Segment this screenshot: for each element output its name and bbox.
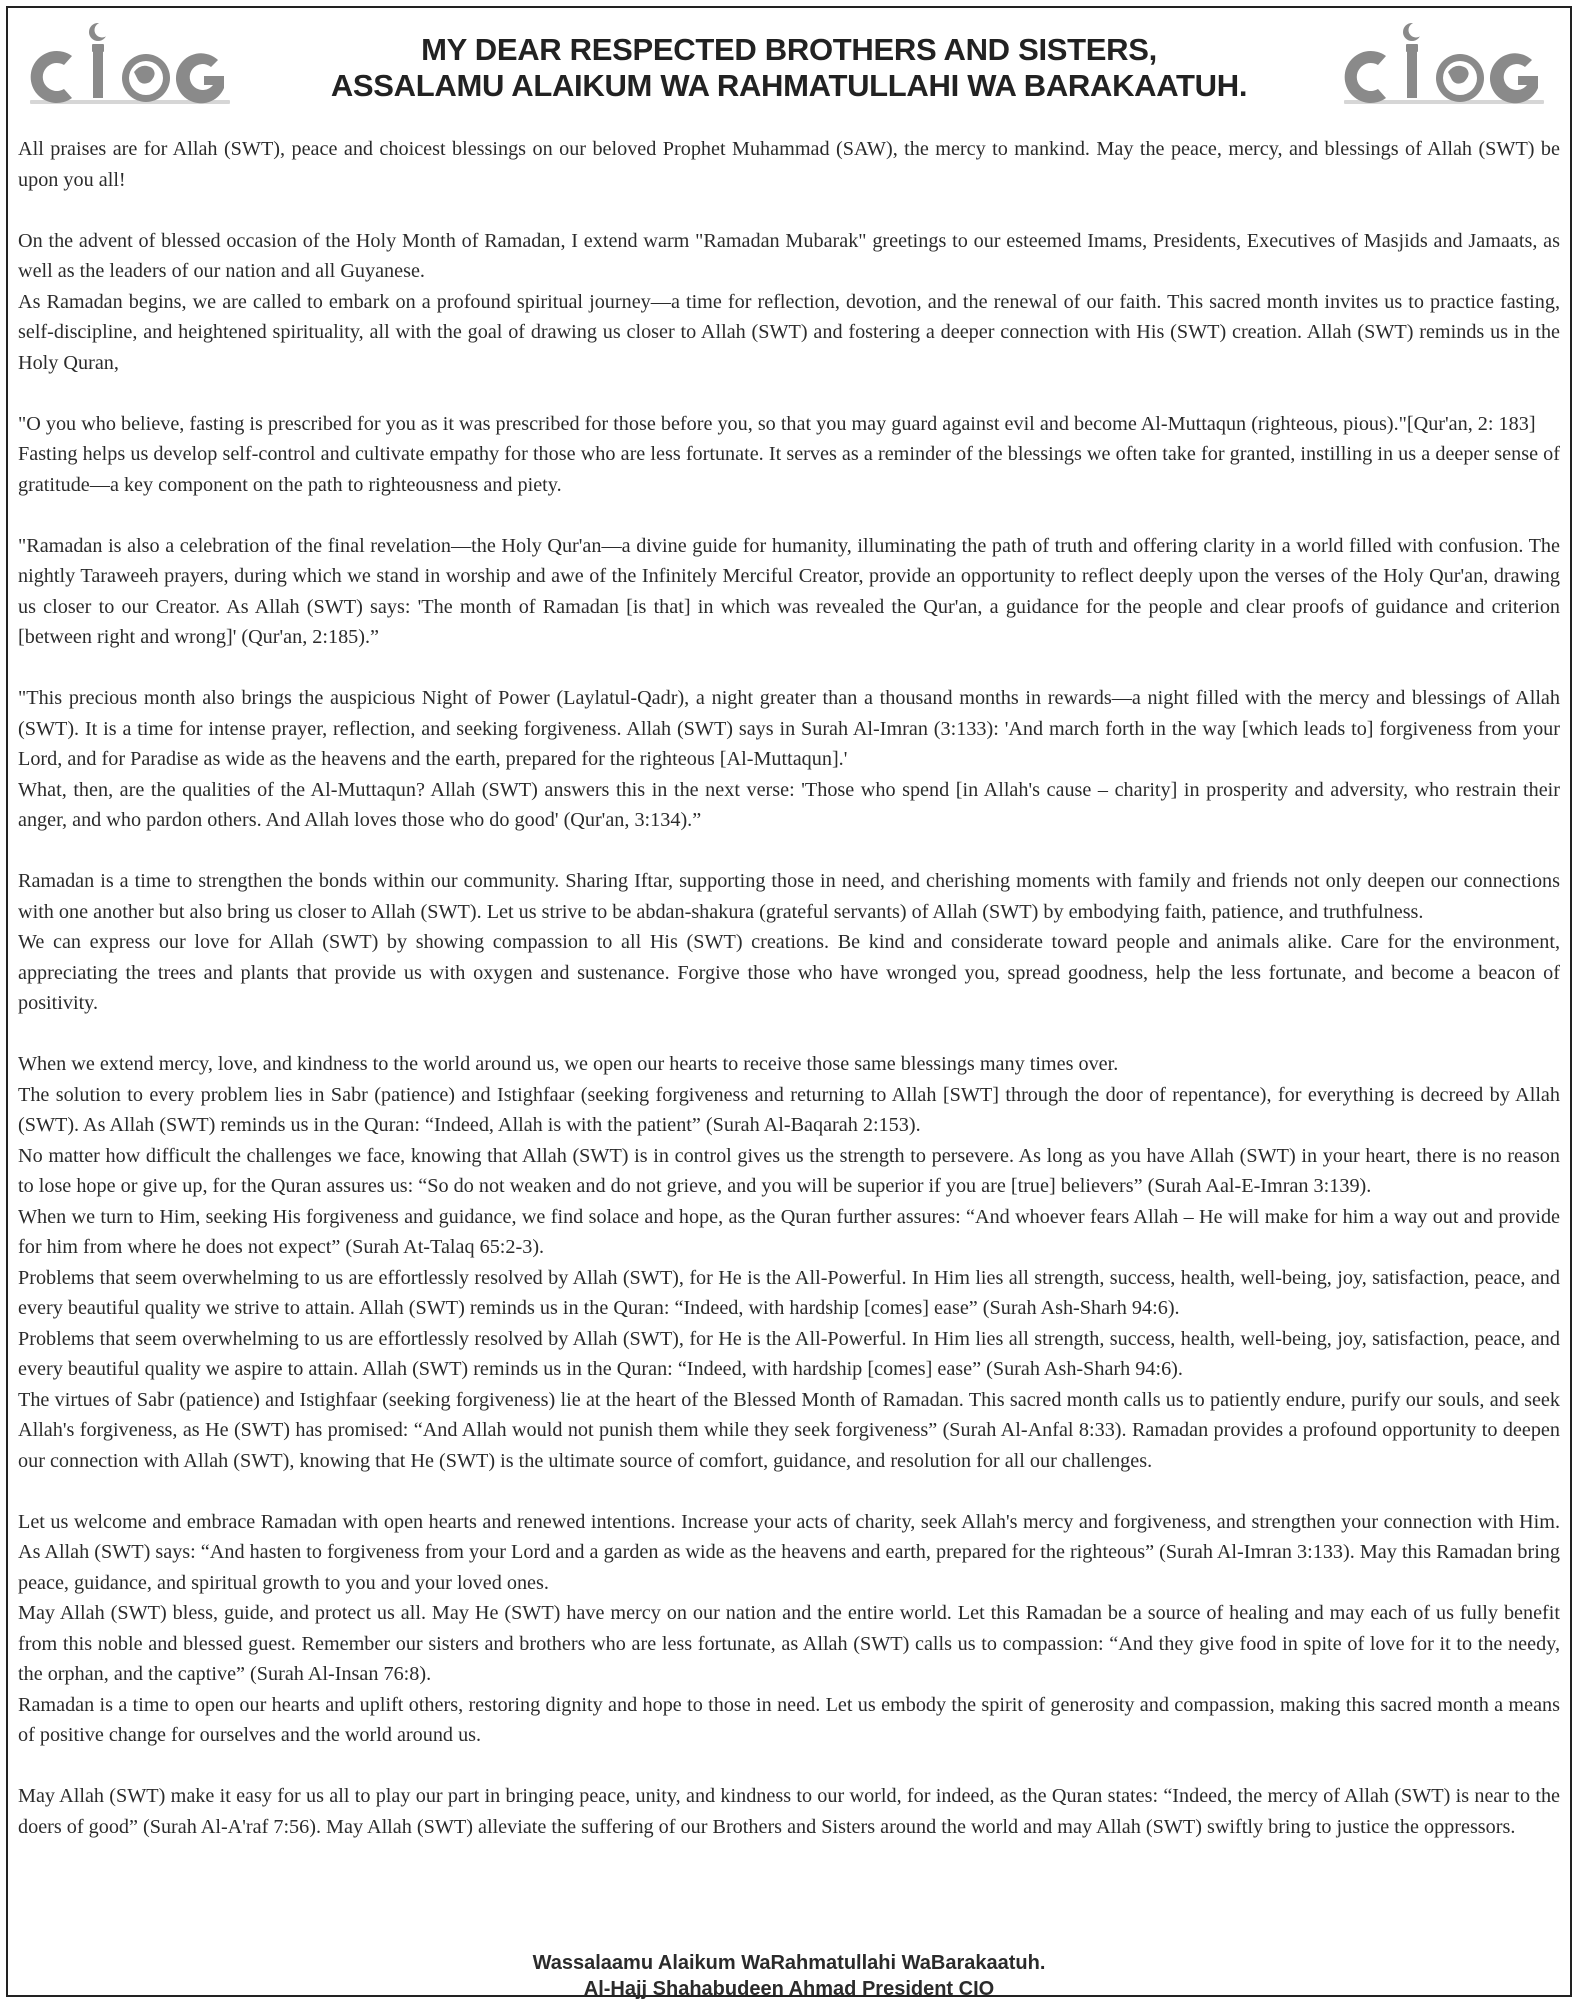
- letter-heading: [268, 32, 1310, 104]
- paragraph: Fasting helps us develop self-control and cultivate empathy for those who are less fortunate. It serves as a reminder of the blessings we often take for granted, instilling in us a deeper sense of gratitude—a key component on the path to righteousness and piety.: [18, 443, 1560, 496]
- paragraph: On the advent of blessed occasion of the Holy Month of Ramadan, I extend warm "Ramadan Mubarak" greetings to our esteemed Imams, Presidents, Executives of Masjids and Jamaats, as well as the leaders of our nation and all Guyanese.: [18, 229, 1560, 282]
- letter-page: [6, 6, 1572, 2000]
- paragraph-gap: [18, 1019, 1560, 1050]
- paragraph: All praises are for Allah (SWT), peace and choicest blessings on our beloved Prophet Muhammad (SAW), the mercy to mankind. May the peace, mercy, and blessings of Allah (SWT) be upon you all!: [18, 138, 1560, 191]
- ciog-logo-left: [22, 16, 242, 116]
- paragraph: We can express our love for Allah (SWT) by showing compassion to all His (SWT) creations. Be kind and considerate toward people and animals alike. Care for the environment, appreciating the trees and plants that provide us with oxygen and sustenance. Forgive those who have wronged you, spread goodness, help the less fortunate, and become a beacon of positivity.: [18, 931, 1560, 1014]
- paragraph-gap: [18, 378, 1560, 409]
- paragraph: May Allah (SWT) make it easy for us all to play our part in bringing peace, unity, and kindness to our world, for indeed, as the Quran states: “Indeed, the mercy of Allah (SWT) is near to the doers of good” (Surah Al-A'raf 7:56). May Allah (SWT) alleviate the suffering of our Brothers and Sisters around the world and may Allah (SWT) swiftly bring to justice the oppressors.: [18, 1785, 1560, 1838]
- paragraph: The virtues of Sabr (patience) and Istighfaar (seeking forgiveness) lie at the heart of the Blessed Month of Ramadan. This sacred month calls us to patiently endure, purify our souls, and seek Allah's forgiveness, as He (SWT) has promised: “And Allah would not punish them while they seek forgiveness” (Surah Al-Anfal 8:33). Ramadan provides a profound opportunity to deepen our connection with Allah (SWT), knowing that He (SWT) is the ultimate source of comfort, guidance, and resolution for all our challenges.: [18, 1388, 1560, 1472]
- closing-greeting: Wassalaamu Alaikum WaRahmatullahi WaBarakaatuh.: [532, 1952, 1046, 1974]
- paragraph: Ramadan is a time to strengthen the bonds within our community. Sharing Iftar, supporting those in need, and cherishing moments with family and friends not only deepen our connections with one another but also bring us closer to Allah (SWT). Let us strive to be abdan-shakura (grateful servants) of Allah (SWT) by embodying faith, patience, and truthfulness.: [18, 870, 1560, 923]
- ciog-logo-right: [1336, 16, 1556, 116]
- paragraph: When we extend mercy, love, and kindness to the world around us, we open our hearts to receive those same blessings many times over.: [18, 1053, 1119, 1075]
- paragraph-gap: [18, 1476, 1560, 1507]
- paragraph: May Allah (SWT) bless, guide, and protect us all. May He (SWT) have mercy on our nation and the entire world. Let this Ramadan be a source of healing and may each of us fully benefit from this noble and blessed guest. Remember our sisters and brothers who are less fortunate, as Allah (SWT) calls us to compassion: “And they give food in spite of love for it to the needy, the orphan, and the captive” (Surah Al-Insan 76:8).: [18, 1602, 1560, 1685]
- signatory-name: Al-Hajj Shahabudeen Ahmad President CIO: [583, 1978, 995, 2000]
- letter-header: [8, 8, 1570, 128]
- heading-line-1: MY DEAR RESPECTED BROTHERS AND SISTERS,: [421, 32, 1157, 67]
- paragraph: "Ramadan is also a celebration of the final revelation—the Holy Qur'an—a divine guide for humanity, illuminating the path of truth and offering clarity in a world filled with confusion. The nightly Taraweeh prayers, during which we stand in worship and awe of the Infinitely Merciful Creator, provide an opportunity to reflect deeply upon the verses of the Holy Qur'an, drawing us closer to our Creator. As Allah (SWT) says: 'The month of Ramadan [is that] in which was revealed the Qur'an, a guidance for the people and clear proofs of guidance and criterion [between right and wrong]' (Qur'an, 2:185).”: [18, 534, 1560, 648]
- paragraph-gap: [18, 1751, 1560, 1782]
- letter-body: [18, 134, 1560, 1842]
- paragraph: As Ramadan begins, we are called to embark on a profound spiritual journey—a time for reflection, devotion, and the renewal of our faith. This sacred month invites us to practice fasting, self-discipline, and heightened spirituality, all with the goal of drawing us closer to Allah (SWT) and fostering a deeper connection with His (SWT) creation. Allah (SWT) reminds us in the Holy Quran,: [18, 290, 1560, 374]
- paragraph-gap: [18, 653, 1560, 684]
- paragraph: The solution to every problem lies in Sabr (patience) and Istighfaar (seeking forgiveness and returning to Allah [SWT] through the door of repentance), for everything is decreed by Allah (SWT). As Allah (SWT) reminds us in the Quran: “Indeed, Allah is with the patient” (Surah Al-Baqarah 2:153).: [18, 1083, 1560, 1136]
- paragraph: When we turn to Him, seeking His forgiveness and guidance, we find solace and hope, as the Quran further assures: “And whoever fears Allah – He will make for him a way out and provide for him from where he does not expect” (Surah At-Talaq 65:2-3).: [18, 1205, 1560, 1258]
- letter-signature: [8, 1950, 1570, 2002]
- paragraph: Ramadan is a time to open our hearts and uplift others, restoring dignity and hope to those in need. Let us embody the spirit of generosity and compassion, making this sacred month a means of positive change for ourselves and the world around us.: [18, 1693, 1560, 1746]
- paragraph-gap: [18, 500, 1560, 531]
- paragraph: "O you who believe, fasting is prescribed for you as it was prescribed for those before you, so that you may guard against evil and become Al-Muttaqun (righteous, pious)."[Qur'an, 2: 183]: [18, 412, 1536, 435]
- heading-line-2: ASSALAMU ALAIKUM WA RAHMATULLAHI WA BARAKAATUH.: [330, 68, 1248, 103]
- paragraph: "This precious month also brings the auspicious Night of Power (Laylatul-Qadr), a night greater than a thousand months in rewards—a night filled with the mercy and blessings of Allah (SWT). It is a time for intense prayer, reflection, and seeking forgiveness. Allah (SWT) says in Surah Al-Imran (3:133): 'And march forth in the way [which leads to] forgiveness from your Lord, and for Paradise as wide as the heavens and the earth, prepared for the righteous [Al-Muttaqun].': [18, 687, 1560, 770]
- paragraph: No matter how difficult the challenges we face, knowing that Allah (SWT) is in control gives us the strength to persevere. As long as you have Allah (SWT) in your heart, there is no reason to lose hope or give up, for the Quran assures us: “So do not weaken and do not grieve, and you will be superior if you are [true] believers” (Surah Aal-E-Imran 3:139).: [18, 1144, 1560, 1197]
- paragraph-gap: [18, 195, 1560, 226]
- paragraph: Problems that seem overwhelming to us are effortlessly resolved by Allah (SWT), for He is the All-Powerful. In Him lies all strength, success, health, well-being, joy, satisfaction, peace, and every beautiful quality we aspire to attain. Allah (SWT) reminds us in the Quran: “Indeed, with hardship [comes] ease” (Surah Ash-Sharh 94:6).: [18, 1327, 1560, 1380]
- paragraph: Let us welcome and embrace Ramadan with open hearts and renewed intentions. Increase your acts of charity, seek Allah's mercy and forgiveness, and strengthen your connection with Him. As Allah (SWT) says: “And hasten to forgiveness from your Lord and a garden as wide as the heavens and earth, prepared for the righteous” (Surah Al-Imran 3:133). May this Ramadan bring peace, guidance, and spiritual growth to you and your loved ones.: [18, 1510, 1560, 1594]
- paragraph: What, then, are the qualities of the Al-Muttaqun? Allah (SWT) answers this in the next verse: 'Those who spend [in Allah's cause – charity] in prosperity and adversity, who restrain their anger, and who pardon others. And Allah loves those who do good' (Qur'an, 3:134).”: [18, 778, 1560, 831]
- paragraph-gap: [18, 836, 1560, 867]
- paragraph: Problems that seem overwhelming to us are effortlessly resolved by Allah (SWT), for He is the All-Powerful. In Him lies all strength, success, health, well-being, joy, satisfaction, peace, and every beautiful quality we strive to attain. Allah (SWT) reminds us in the Quran: “Indeed, with hardship [comes] ease” (Surah Ash-Sharh 94:6).: [18, 1266, 1560, 1319]
